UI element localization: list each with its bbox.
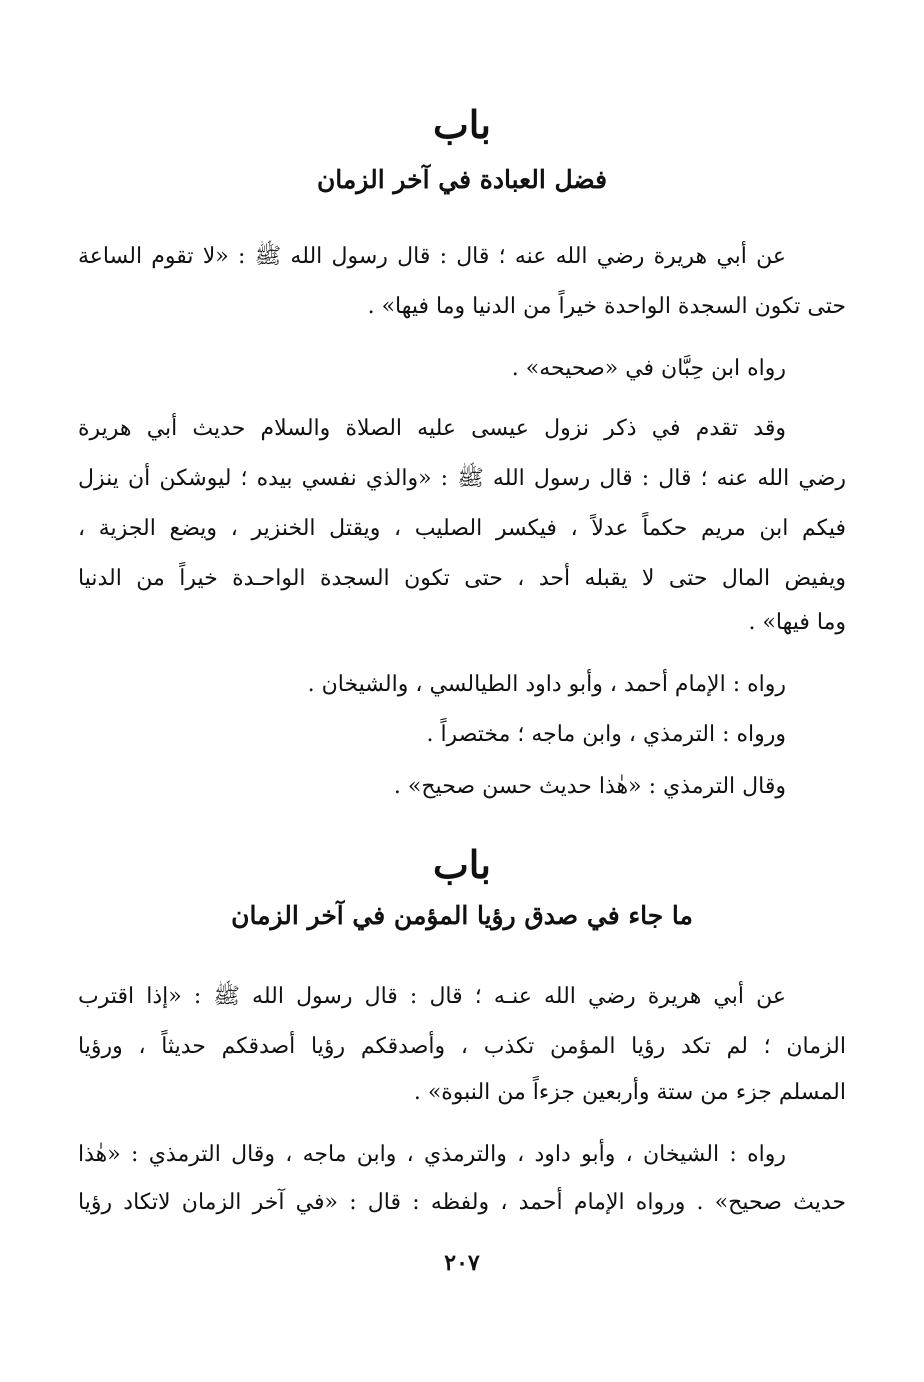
section1-para2-line: رضي الله عنه ؛ قال : قال رسول الله ﷺ : «والذي نفسي بيده ؛ ليوشكن أن ينزل [78, 466, 846, 491]
section1-para2-line: ويفيض المال حتى لا يقبله أحد ، حتى تكون السجدة الواحـدة خيراً من الدنيا [78, 566, 846, 591]
section1-source-line: ورواه : الترمذي ، وابن ماجه ؛ مختصراً . [426, 722, 786, 747]
section2-title: ما جاء في صدق رؤيا المؤمن في آخر الزمان [231, 901, 693, 930]
section1-title: فضل العبادة في آخر الزمان [316, 165, 608, 194]
section1-source-line: وقال الترمذي : «هٰذا حديث حسن صحيح» . [393, 774, 786, 799]
section2-bab-heading: باب [433, 842, 491, 887]
section2-para1-line: عن أبي هريرة رضي الله عنـه ؛ قال : قال رسول الله ﷺ : «إذا اقترب [78, 984, 786, 1009]
section1-bab-heading: باب [433, 102, 491, 147]
section1-source: رواه ابن حِبَّان في «صحيحه» . [511, 356, 786, 381]
section2-para2-line: رواه : الشيخان ، وأبو داود ، والترمذي ، وابن ماجه ، وقال الترمذي : «هٰذا [78, 1142, 786, 1167]
section2-para1-line: الزمان ؛ لم تكد رؤيا المؤمن تكذب ، وأصدقكم رؤيا أصدقكم حديثاً ، ورؤيا [78, 1034, 846, 1059]
section2-para1-line: المسلم جزء من ستة وأربعين جزءاً من النبوة» . [413, 1080, 846, 1105]
section1-para1-line: عن أبي هريرة رضي الله عنه ؛ قال : قال رسول الله ﷺ : «لا تقوم الساعة [78, 244, 786, 269]
section1-source-line: رواه : الإمام أحمد ، وأبو داود الطيالسي ، والشيخان . [307, 672, 786, 697]
section2-para2-line: حديث صحيح» . ورواه الإمام أحمد ، ولفظه : قال : «في آخر الزمان لاتكاد رؤيا [78, 1190, 846, 1215]
section1-para2-line: وقد تقدم في ذكر نزول عيسى عليه الصلاة والسلام حديث أبي هريرة [78, 416, 786, 441]
section1-para2-line: فيكم ابن مريم حكماً عدلاً ، فيكسر الصليب ، ويقتل الخنزير ، ويضع الجزية ، [78, 516, 846, 541]
section1-para1-line: حتى تكون السجدة الواحدة خيراً من الدنيا وما فيها» . [367, 294, 846, 319]
page-number: ٢٠٧ [444, 1250, 480, 1276]
section1-para2-line: وما فيها» . [748, 610, 846, 635]
